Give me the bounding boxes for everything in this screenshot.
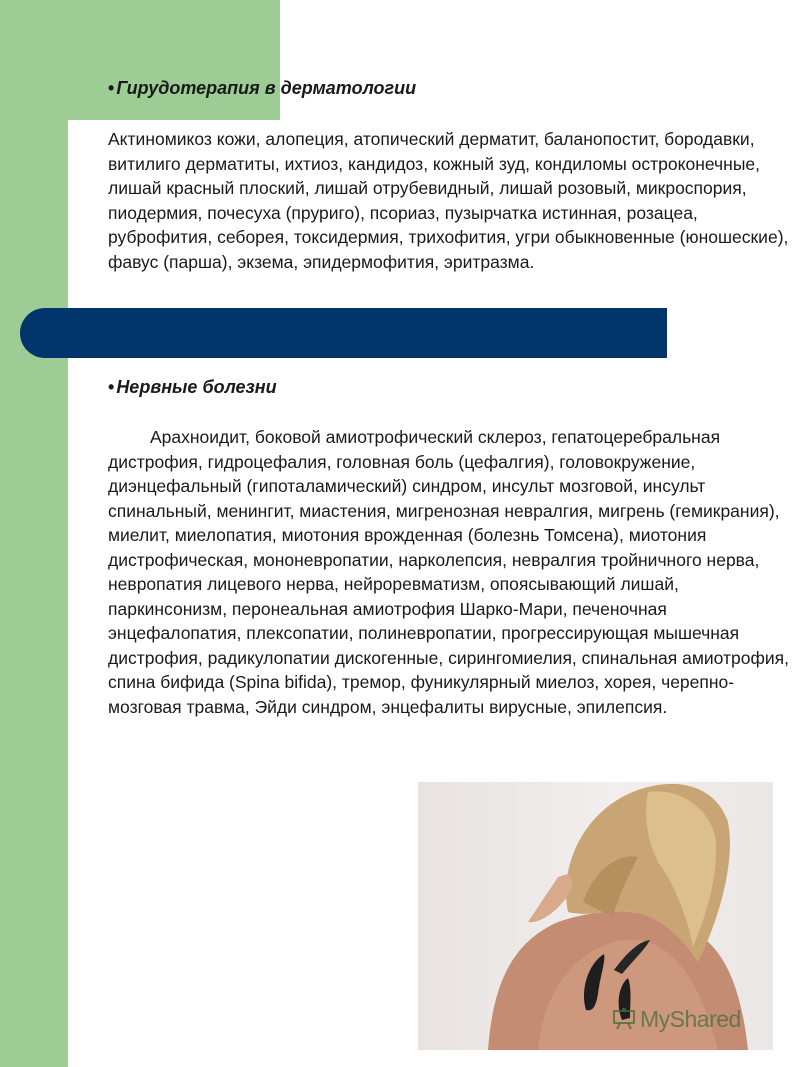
left-green-strip — [0, 0, 68, 1067]
divider-bar — [20, 308, 667, 358]
presentation-board-icon — [612, 1008, 636, 1030]
myshared-watermark — [612, 1006, 741, 1033]
section-heading-dermatology — [108, 78, 416, 99]
bullet: • — [108, 377, 115, 397]
bullet: • — [108, 78, 115, 98]
watermark-my: My — [640, 1006, 670, 1032]
paragraph-nervous: Арахноидит, боковой амиотрофический склероз, гепатоцеребральная дистрофия, гидроцефалия, головная боль (цефалгия), головокружение, диэнцефальный (гипоталамический) синдром, инсульт мозговой, инсульт спинальный, менингит, миастения, мигренозная невралгия, мигрень (гемикрания), миелит, миелопатия, миотония врожденная (болезнь Томсена), миотония дистрофическая, мононевропатии, нарколепсия, невралгия тройничного нерва, невропатия лицевого нерва, нейроревматизм, опоясывающий лишай, паркинсонизм, перонеальная амиотрофия Шарко-Мари, печеночная энцефалопатия, плексопатии, полиневропатии, прогрессирующая мышечная дистрофия, радикулопатии дискогенные, сирингомиелия, спинальная амиотрофия, спина бифида (Spina bifida), тремор, фуникулярный миелоз, хорея, черепно-мозговая травма, Эйди синдром, энцефалиты вирусные, эпилепсия. — [108, 427, 789, 717]
top-green-tab — [68, 0, 280, 120]
top-white-area — [280, 0, 800, 120]
paragraph-dermatology: Актиномикоз кожи, алопеция, атопический дерматит, баланопостит, бородавки, витилиго дерматиты, ихтиоз, кандидоз, кожный зуд, кондиломы остроконечные, лишай красный плоский, лишай отрубевидный, лишай розовый, микроспория, пиодермия, почесуха (пруриго), псориаз, пузырчатка истинная, розацеа, руброфития, себорея, токсидермия, трихофития, угри обыкновенные (юношеские), фавус (парша), экзема, эпидермофития, эритразма. — [108, 129, 789, 272]
watermark-shared: Shared — [669, 1006, 741, 1032]
heading-text: Нервные болезни — [116, 377, 277, 397]
section-heading-nervous — [108, 377, 277, 398]
heading-text: Гирудотерапия в дерматологии — [116, 78, 417, 98]
